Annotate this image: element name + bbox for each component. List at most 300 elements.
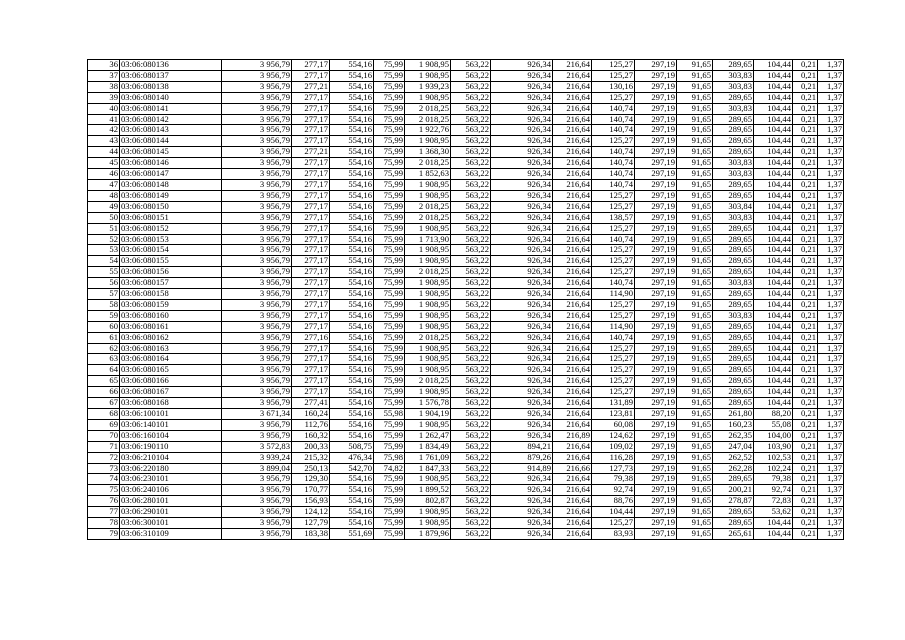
value-cell: 104,44 xyxy=(754,212,793,223)
value-cell: 1,37 xyxy=(818,409,844,420)
row-number-cell: 37 xyxy=(88,70,120,81)
value-cell: 289,65 xyxy=(713,190,754,201)
value-cell: 554,16 xyxy=(330,103,374,114)
value-cell: 297,19 xyxy=(635,419,677,430)
value-cell: 297,19 xyxy=(635,310,677,321)
value-cell: 75,99 xyxy=(374,518,405,529)
row-number-cell: 62 xyxy=(88,343,120,354)
value-cell: 277,17 xyxy=(292,201,330,212)
table-row xyxy=(88,201,844,212)
value-cell: 297,19 xyxy=(635,387,677,398)
value-cell: 91,65 xyxy=(677,474,713,485)
value-cell: 1 908,95 xyxy=(405,256,451,267)
value-cell: 0,21 xyxy=(793,136,818,147)
value-cell: 3 956,79 xyxy=(222,179,292,190)
value-cell: 216,64 xyxy=(553,452,592,463)
value-cell: 1 908,95 xyxy=(405,92,451,103)
value-cell: 297,19 xyxy=(635,463,677,474)
value-cell: 297,19 xyxy=(635,267,677,278)
value-cell: 926,34 xyxy=(491,387,553,398)
value-cell: 3 956,79 xyxy=(222,147,292,158)
row-number-cell: 73 xyxy=(88,463,120,474)
value-cell: 0,21 xyxy=(793,169,818,180)
value-cell: 125,27 xyxy=(592,310,635,321)
value-cell: 554,16 xyxy=(330,354,374,365)
value-cell: 303,83 xyxy=(713,310,754,321)
value-cell: 277,17 xyxy=(292,234,330,245)
value-cell: 91,65 xyxy=(677,256,713,267)
cadastral-code-cell: 03:06:080162 xyxy=(120,332,222,343)
value-cell: 75,99 xyxy=(374,234,405,245)
value-cell: 1,37 xyxy=(818,114,844,125)
value-cell: 75,99 xyxy=(374,419,405,430)
value-cell: 216,64 xyxy=(553,343,592,354)
table-row xyxy=(88,60,844,71)
value-cell: 91,65 xyxy=(677,158,713,169)
value-cell: 125,27 xyxy=(592,92,635,103)
value-cell: 125,27 xyxy=(592,299,635,310)
value-cell: 216,64 xyxy=(553,289,592,300)
cadastral-code-cell: 03:06:080158 xyxy=(120,289,222,300)
value-cell: 297,19 xyxy=(635,398,677,409)
value-cell: 91,65 xyxy=(677,321,713,332)
cadastral-code-cell: 03:06:280101 xyxy=(120,496,222,507)
value-cell: 104,44 xyxy=(754,245,793,256)
value-cell: 75,99 xyxy=(374,289,405,300)
value-cell: 0,21 xyxy=(793,332,818,343)
cadastral-code-cell: 03:06:080137 xyxy=(120,70,222,81)
value-cell: 0,21 xyxy=(793,125,818,136)
value-cell: 91,65 xyxy=(677,289,713,300)
value-cell: 88,20 xyxy=(754,409,793,420)
value-cell: 563,22 xyxy=(451,441,491,452)
table-row xyxy=(88,103,844,114)
value-cell: 0,21 xyxy=(793,256,818,267)
value-cell: 1 852,63 xyxy=(405,169,451,180)
value-cell: 200,33 xyxy=(292,441,330,452)
value-cell: 297,19 xyxy=(635,354,677,365)
value-cell: 75,99 xyxy=(374,201,405,212)
cadastral-code-cell: 03:06:290101 xyxy=(120,507,222,518)
value-cell: 297,19 xyxy=(635,496,677,507)
value-cell: 129,30 xyxy=(292,474,330,485)
cadastral-code-cell: 03:06:080155 xyxy=(120,256,222,267)
value-cell: 303,83 xyxy=(713,103,754,114)
cadastral-code-cell: 03:06:210104 xyxy=(120,452,222,463)
value-cell: 0,21 xyxy=(793,343,818,354)
value-cell: 1 834,49 xyxy=(405,441,451,452)
table-row xyxy=(88,136,844,147)
value-cell: 216,64 xyxy=(553,256,592,267)
value-cell: 140,74 xyxy=(592,332,635,343)
value-cell: 0,21 xyxy=(793,81,818,92)
row-number-cell: 51 xyxy=(88,223,120,234)
value-cell: 1,37 xyxy=(818,289,844,300)
value-cell: 3 956,79 xyxy=(222,343,292,354)
value-cell: 554,16 xyxy=(330,310,374,321)
value-cell: 554,16 xyxy=(330,332,374,343)
value-cell: 91,65 xyxy=(677,463,713,474)
value-cell: 75,99 xyxy=(374,354,405,365)
value-cell: 277,17 xyxy=(292,343,330,354)
value-cell: 125,27 xyxy=(592,201,635,212)
value-cell: 277,17 xyxy=(292,190,330,201)
value-cell: 277,17 xyxy=(292,289,330,300)
row-number-cell: 66 xyxy=(88,387,120,398)
value-cell: 91,65 xyxy=(677,267,713,278)
table-row xyxy=(88,289,844,300)
value-cell: 563,22 xyxy=(451,321,491,332)
value-cell: 1,37 xyxy=(818,81,844,92)
value-cell: 563,22 xyxy=(451,496,491,507)
value-cell: 1 908,95 xyxy=(405,310,451,321)
value-cell: 216,89 xyxy=(553,430,592,441)
value-cell: 554,16 xyxy=(330,256,374,267)
value-cell: 75,99 xyxy=(374,430,405,441)
cadastral-code-cell: 03:06:080140 xyxy=(120,92,222,103)
value-cell: 1,37 xyxy=(818,398,844,409)
value-cell: 3 956,79 xyxy=(222,158,292,169)
value-cell: 104,44 xyxy=(754,190,793,201)
value-cell: 3 956,79 xyxy=(222,496,292,507)
value-cell: 91,65 xyxy=(677,201,713,212)
value-cell: 1,37 xyxy=(818,496,844,507)
value-cell: 125,27 xyxy=(592,136,635,147)
value-cell: 216,64 xyxy=(553,441,592,452)
value-cell: 140,74 xyxy=(592,169,635,180)
value-cell: 289,65 xyxy=(713,289,754,300)
value-cell: 104,44 xyxy=(754,223,793,234)
value-cell: 1 847,33 xyxy=(405,463,451,474)
value-cell: 926,34 xyxy=(491,310,553,321)
value-cell: 91,65 xyxy=(677,387,713,398)
row-number-cell: 53 xyxy=(88,245,120,256)
value-cell: 104,44 xyxy=(754,387,793,398)
value-cell: 297,19 xyxy=(635,430,677,441)
value-cell: 802,87 xyxy=(405,496,451,507)
value-cell: 563,22 xyxy=(451,234,491,245)
value-cell: 91,65 xyxy=(677,496,713,507)
row-number-cell: 39 xyxy=(88,92,120,103)
value-cell: 1,37 xyxy=(818,430,844,441)
value-cell: 79,38 xyxy=(592,474,635,485)
value-cell: 216,64 xyxy=(553,310,592,321)
value-cell: 160,23 xyxy=(713,419,754,430)
row-number-cell: 38 xyxy=(88,81,120,92)
value-cell: 1,37 xyxy=(818,463,844,474)
value-cell: 216,64 xyxy=(553,201,592,212)
table-row xyxy=(88,365,844,376)
value-cell: 277,17 xyxy=(292,310,330,321)
value-cell: 289,65 xyxy=(713,376,754,387)
value-cell: 0,21 xyxy=(793,474,818,485)
value-cell: 289,65 xyxy=(713,147,754,158)
value-cell: 1 908,95 xyxy=(405,343,451,354)
value-cell: 3 572,83 xyxy=(222,441,292,452)
value-cell: 926,34 xyxy=(491,321,553,332)
row-number-cell: 67 xyxy=(88,398,120,409)
value-cell: 216,64 xyxy=(553,125,592,136)
cadastral-code-cell: 03:06:080163 xyxy=(120,343,222,354)
value-cell: 926,34 xyxy=(491,190,553,201)
value-cell: 297,19 xyxy=(635,136,677,147)
value-cell: 289,65 xyxy=(713,387,754,398)
value-cell: 297,19 xyxy=(635,245,677,256)
row-number-cell: 60 xyxy=(88,321,120,332)
row-number-cell: 77 xyxy=(88,507,120,518)
value-cell: 563,22 xyxy=(451,201,491,212)
value-cell: 83,93 xyxy=(592,528,635,539)
value-cell: 3 956,79 xyxy=(222,365,292,376)
value-cell: 879,26 xyxy=(491,452,553,463)
value-cell: 216,64 xyxy=(553,278,592,289)
value-cell: 277,17 xyxy=(292,223,330,234)
value-cell: 0,21 xyxy=(793,398,818,409)
value-cell: 74,82 xyxy=(374,463,405,474)
value-cell: 297,19 xyxy=(635,474,677,485)
value-cell: 125,27 xyxy=(592,70,635,81)
value-cell: 277,17 xyxy=(292,103,330,114)
value-cell: 1 908,95 xyxy=(405,70,451,81)
value-cell: 926,34 xyxy=(491,507,553,518)
value-cell: 926,34 xyxy=(491,223,553,234)
cadastral-code-cell: 03:06:080145 xyxy=(120,147,222,158)
value-cell: 247,04 xyxy=(713,441,754,452)
value-cell: 0,21 xyxy=(793,441,818,452)
value-cell: 3 671,34 xyxy=(222,409,292,420)
value-cell: 160,32 xyxy=(292,430,330,441)
row-number-cell: 49 xyxy=(88,201,120,212)
value-cell: 91,65 xyxy=(677,278,713,289)
value-cell: 138,57 xyxy=(592,212,635,223)
value-cell: 104,44 xyxy=(754,81,793,92)
table-row xyxy=(88,169,844,180)
value-cell: 116,28 xyxy=(592,452,635,463)
cadastral-code-cell: 03:06:080151 xyxy=(120,212,222,223)
value-cell: 0,21 xyxy=(793,267,818,278)
value-cell: 563,22 xyxy=(451,70,491,81)
value-cell: 104,00 xyxy=(754,430,793,441)
value-cell: 3 956,79 xyxy=(222,267,292,278)
value-cell: 297,19 xyxy=(635,190,677,201)
cadastral-code-cell: 03:06:080143 xyxy=(120,125,222,136)
value-cell: 216,64 xyxy=(553,212,592,223)
value-cell: 0,21 xyxy=(793,201,818,212)
cadastral-code-cell: 03:06:080138 xyxy=(120,81,222,92)
value-cell: 1 908,95 xyxy=(405,190,451,201)
value-cell: 563,22 xyxy=(451,147,491,158)
value-cell: 926,34 xyxy=(491,496,553,507)
value-cell: 563,22 xyxy=(451,419,491,430)
value-cell: 554,16 xyxy=(330,136,374,147)
value-cell: 926,34 xyxy=(491,60,553,71)
value-cell: 91,65 xyxy=(677,332,713,343)
value-cell: 1,37 xyxy=(818,92,844,103)
value-cell: 1,37 xyxy=(818,201,844,212)
table-row xyxy=(88,354,844,365)
value-cell: 0,21 xyxy=(793,60,818,71)
value-cell: 91,65 xyxy=(677,103,713,114)
value-cell: 1,37 xyxy=(818,310,844,321)
value-cell: 75,99 xyxy=(374,81,405,92)
value-cell: 104,44 xyxy=(754,201,793,212)
table-row xyxy=(88,256,844,267)
value-cell: 102,24 xyxy=(754,463,793,474)
value-cell: 289,65 xyxy=(713,267,754,278)
value-cell: 75,99 xyxy=(374,136,405,147)
value-cell: 297,19 xyxy=(635,70,677,81)
value-cell: 1 908,95 xyxy=(405,223,451,234)
value-cell: 3 939,24 xyxy=(222,452,292,463)
value-cell: 156,93 xyxy=(292,496,330,507)
value-cell: 75,99 xyxy=(374,70,405,81)
value-cell: 297,19 xyxy=(635,114,677,125)
value-cell: 554,16 xyxy=(330,507,374,518)
cadastral-code-cell: 03:06:080164 xyxy=(120,354,222,365)
value-cell: 0,21 xyxy=(793,419,818,430)
value-cell: 277,17 xyxy=(292,387,330,398)
table-row xyxy=(88,430,844,441)
value-cell: 303,84 xyxy=(713,201,754,212)
value-cell: 563,22 xyxy=(451,398,491,409)
value-cell: 926,34 xyxy=(491,169,553,180)
value-cell: 0,21 xyxy=(793,310,818,321)
value-cell: 2 018,25 xyxy=(405,103,451,114)
value-cell: 1,37 xyxy=(818,190,844,201)
cadastral-code-cell: 03:06:300101 xyxy=(120,518,222,529)
value-cell: 926,34 xyxy=(491,201,553,212)
value-cell: 1,37 xyxy=(818,70,844,81)
value-cell: 554,16 xyxy=(330,201,374,212)
table-row xyxy=(88,485,844,496)
value-cell: 0,21 xyxy=(793,365,818,376)
value-cell: 297,19 xyxy=(635,299,677,310)
value-cell: 563,22 xyxy=(451,299,491,310)
value-cell: 216,64 xyxy=(553,169,592,180)
value-cell: 277,17 xyxy=(292,245,330,256)
value-cell: 297,19 xyxy=(635,485,677,496)
value-cell: 75,99 xyxy=(374,256,405,267)
cadastral-code-cell: 03:06:080149 xyxy=(120,190,222,201)
value-cell: 1 262,47 xyxy=(405,430,451,441)
value-cell: 1 908,95 xyxy=(405,365,451,376)
value-cell: 563,22 xyxy=(451,289,491,300)
value-cell: 216,64 xyxy=(553,103,592,114)
value-cell: 104,44 xyxy=(754,114,793,125)
value-cell: 75,99 xyxy=(374,158,405,169)
value-cell: 109,02 xyxy=(592,441,635,452)
value-cell: 216,64 xyxy=(553,365,592,376)
cadastral-code-cell: 03:06:080150 xyxy=(120,201,222,212)
value-cell: 0,21 xyxy=(793,376,818,387)
cadastral-code-cell: 03:06:220180 xyxy=(120,463,222,474)
value-cell: 297,19 xyxy=(635,81,677,92)
value-cell: 1,37 xyxy=(818,223,844,234)
value-cell: 926,34 xyxy=(491,81,553,92)
value-cell: 303,83 xyxy=(713,70,754,81)
value-cell: 926,34 xyxy=(491,474,553,485)
value-cell: 297,19 xyxy=(635,409,677,420)
value-cell: 216,64 xyxy=(553,321,592,332)
row-number-cell: 47 xyxy=(88,179,120,190)
value-cell: 277,17 xyxy=(292,158,330,169)
value-cell: 563,22 xyxy=(451,267,491,278)
value-cell: 104,44 xyxy=(754,169,793,180)
value-cell: 554,16 xyxy=(330,245,374,256)
value-cell: 3 956,79 xyxy=(222,332,292,343)
value-cell: 926,34 xyxy=(491,245,553,256)
value-cell: 215,32 xyxy=(292,452,330,463)
value-cell: 104,44 xyxy=(754,278,793,289)
value-cell: 289,65 xyxy=(713,114,754,125)
value-cell: 0,21 xyxy=(793,179,818,190)
value-cell: 140,74 xyxy=(592,158,635,169)
value-cell: 297,19 xyxy=(635,212,677,223)
value-cell: 926,34 xyxy=(491,419,553,430)
table-row xyxy=(88,507,844,518)
value-cell: 104,44 xyxy=(754,332,793,343)
value-cell: 554,16 xyxy=(330,81,374,92)
value-cell: 563,22 xyxy=(451,310,491,321)
value-cell: 91,65 xyxy=(677,507,713,518)
value-cell: 75,99 xyxy=(374,321,405,332)
value-cell: 112,76 xyxy=(292,419,330,430)
value-cell: 125,27 xyxy=(592,190,635,201)
value-cell: 894,21 xyxy=(491,441,553,452)
row-number-cell: 64 xyxy=(88,365,120,376)
value-cell: 104,44 xyxy=(754,267,793,278)
value-cell: 563,22 xyxy=(451,430,491,441)
value-cell: 1,37 xyxy=(818,321,844,332)
value-cell: 1,37 xyxy=(818,278,844,289)
value-cell: 104,44 xyxy=(754,234,793,245)
table-row xyxy=(88,496,844,507)
value-cell: 563,22 xyxy=(451,507,491,518)
value-cell: 554,16 xyxy=(330,125,374,136)
value-cell: 297,19 xyxy=(635,376,677,387)
value-cell: 289,65 xyxy=(713,223,754,234)
value-cell: 3 956,79 xyxy=(222,103,292,114)
value-cell: 1 908,95 xyxy=(405,474,451,485)
value-cell: 303,83 xyxy=(713,212,754,223)
value-cell: 277,17 xyxy=(292,278,330,289)
value-cell: 563,22 xyxy=(451,81,491,92)
value-cell: 1,37 xyxy=(818,528,844,539)
value-cell: 91,65 xyxy=(677,528,713,539)
table-row xyxy=(88,125,844,136)
value-cell: 563,22 xyxy=(451,223,491,234)
row-number-cell: 54 xyxy=(88,256,120,267)
value-cell: 1 576,78 xyxy=(405,398,451,409)
value-cell: 91,65 xyxy=(677,376,713,387)
value-cell: 102,53 xyxy=(754,452,793,463)
value-cell: 563,22 xyxy=(451,136,491,147)
value-cell: 104,44 xyxy=(754,158,793,169)
value-cell: 277,17 xyxy=(292,376,330,387)
value-cell: 124,62 xyxy=(592,430,635,441)
value-cell: 277,17 xyxy=(292,321,330,332)
value-cell: 926,34 xyxy=(491,179,553,190)
value-cell: 53,62 xyxy=(754,507,793,518)
value-cell: 1,37 xyxy=(818,419,844,430)
value-cell: 0,21 xyxy=(793,223,818,234)
value-cell: 554,16 xyxy=(330,474,374,485)
value-cell: 277,17 xyxy=(292,114,330,125)
value-cell: 289,65 xyxy=(713,125,754,136)
row-number-cell: 50 xyxy=(88,212,120,223)
value-cell: 297,19 xyxy=(635,158,677,169)
table-row xyxy=(88,81,844,92)
